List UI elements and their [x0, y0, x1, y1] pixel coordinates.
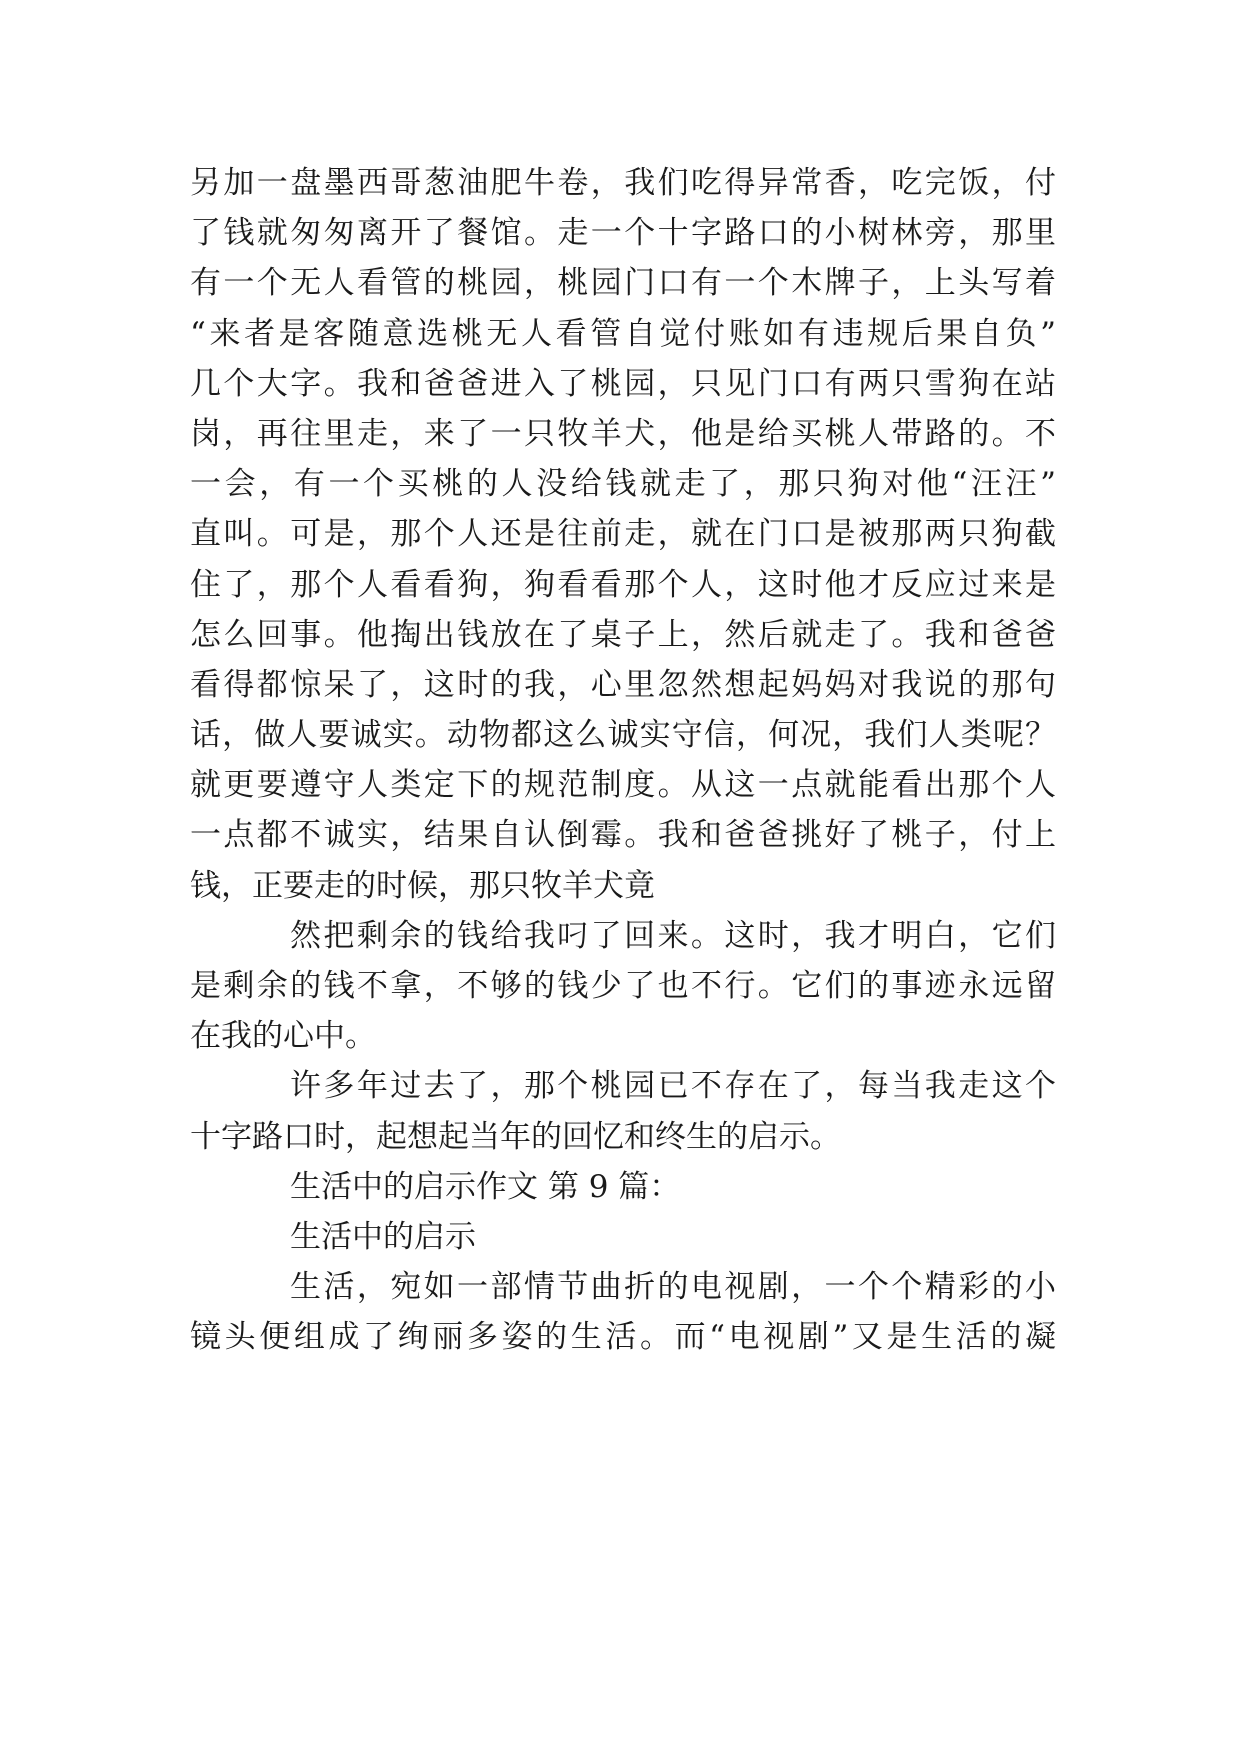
text-line: 十字路口时，起想起当年的回忆和终生的启示。 — [190, 1118, 841, 1155]
text-line: 直叫。可是，那个人还是往前走，就在门口是被那两只狗截 — [190, 516, 1056, 553]
text-line: 在我的心中。 — [190, 1018, 376, 1055]
text-line: 怎么回事。他掏出钱放在了桌子上，然后就走了。我和爸爸 — [190, 616, 1056, 653]
text-line: 一会，有一个买桃的人没给钱就走了，那只狗对他“汪汪” — [190, 466, 1056, 503]
text-line: 看得都惊呆了，这时的我，心里忽然想起妈妈对我说的那句 — [190, 666, 1056, 703]
text-line: 话，做人要诚实。动物都这么诚实守信，何况，我们人类呢？ — [190, 717, 1056, 754]
article-heading: 生活中的启示作文 第 9 篇： — [290, 1168, 681, 1205]
text-line: 住了，那个人看看狗，狗看看那个人，这时他才反应过来是 — [190, 566, 1056, 603]
text-line: 就更要遵守人类定下的规范制度。从这一点就能看出那个人 — [190, 767, 1056, 804]
text-line: 另加一盘墨西哥葱油肥牛卷，我们吃得异常香，吃完饭，付 — [190, 165, 1056, 201]
text-line: 有一个无人看管的桃园，桃园门口有一个木牌子，上头写着 — [190, 265, 1056, 302]
text-line: 钱，正要走的时候，那只牧羊犬竟 — [190, 867, 655, 904]
text-line: 了钱就匆匆离开了餐馆。走一个十字路口的小树林旁，那里 — [190, 215, 1056, 252]
document-body — [190, 158, 1056, 1363]
text-line: “来者是客随意选桃无人看管自觉付账如有违规后果自负” — [190, 315, 1056, 352]
text-line: 是剩余的钱不拿，不够的钱少了也不行。它们的事迹永远留 — [190, 968, 1056, 1004]
text-line: 一点都不诚实，结果自认倒霉。我和爸爸挑好了桃子，付上 — [190, 817, 1056, 854]
paragraph-first-line: 然把剩余的钱给我叼了回来。这时，我才明白，它们 — [290, 917, 1056, 954]
article-title: 生活中的启示 — [290, 1218, 476, 1255]
paragraph-first-line: 生活，宛如一部情节曲折的电视剧，一个个精彩的小 — [290, 1269, 1056, 1306]
text-line: 岗，再往里走，来了一只牧羊犬，他是给买桃人带路的。不 — [190, 415, 1056, 452]
text-line: 镜头便组成了绚丽多姿的生活。而“电视剧”又是生活的凝 — [190, 1319, 1056, 1356]
text-line: 几个大字。我和爸爸进入了桃园，只见门口有两只雪狗在站 — [190, 365, 1056, 402]
paragraph-first-line: 许多年过去了，那个桃园已不存在了，每当我走这个 — [290, 1068, 1056, 1105]
